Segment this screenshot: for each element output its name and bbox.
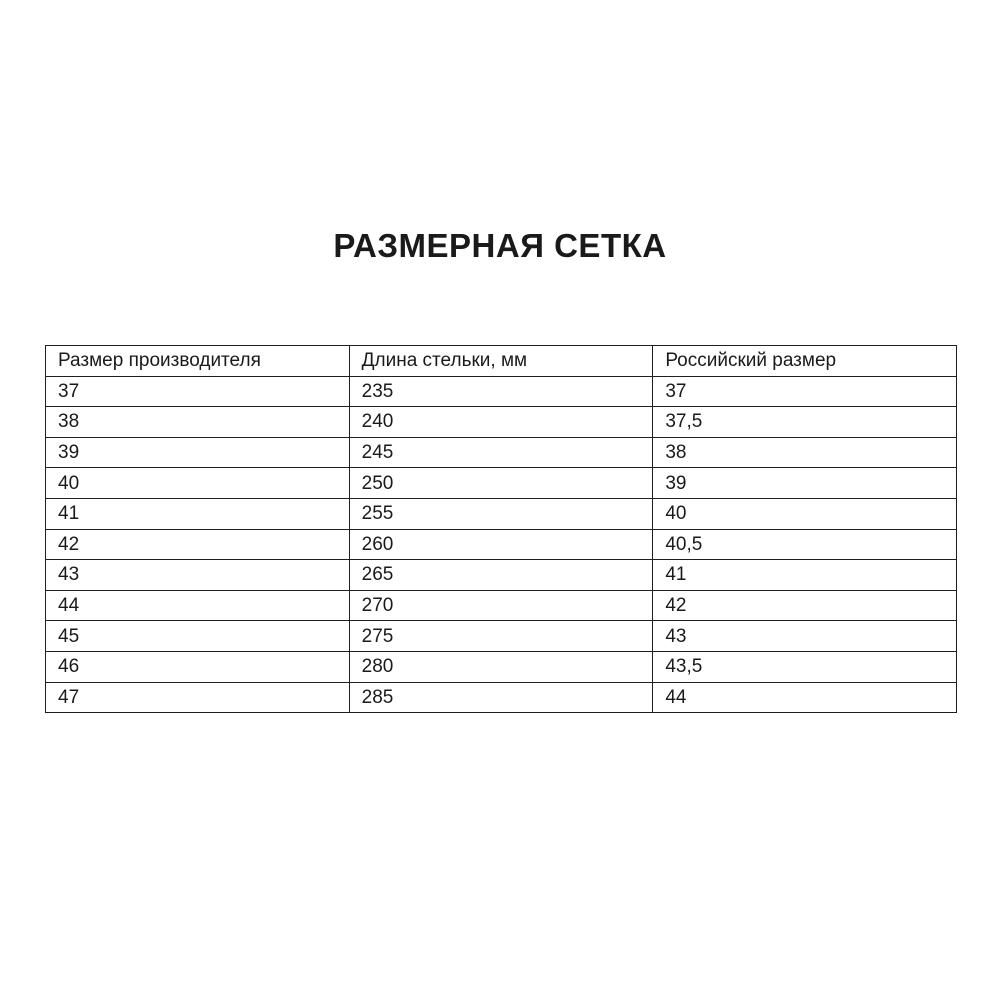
table-cell: 40 [653, 498, 957, 529]
column-header-manufacturer-size: Размер производителя [46, 346, 350, 377]
table-cell: 39 [46, 437, 350, 468]
table-cell: 255 [349, 498, 653, 529]
table-cell: 280 [349, 651, 653, 682]
table-cell: 46 [46, 651, 350, 682]
table-row [46, 407, 957, 438]
table-cell: 37,5 [653, 407, 957, 438]
table-cell: 43 [46, 560, 350, 591]
table-cell: 40,5 [653, 529, 957, 560]
table-row [46, 529, 957, 560]
table-cell: 43 [653, 621, 957, 652]
table-cell: 42 [46, 529, 350, 560]
table-cell: 47 [46, 682, 350, 713]
table-header-row [46, 346, 957, 377]
table-cell: 39 [653, 468, 957, 499]
table-header [46, 346, 957, 377]
table-body [46, 376, 957, 713]
table-cell: 235 [349, 376, 653, 407]
size-table [45, 345, 957, 713]
table-cell: 250 [349, 468, 653, 499]
table-row [46, 682, 957, 713]
table-row [46, 498, 957, 529]
table-cell: 275 [349, 621, 653, 652]
table-row [46, 560, 957, 591]
table-cell: 38 [46, 407, 350, 438]
table-row [46, 468, 957, 499]
table-cell: 44 [653, 682, 957, 713]
table-cell: 285 [349, 682, 653, 713]
table-cell: 37 [46, 376, 350, 407]
table-cell: 44 [46, 590, 350, 621]
table-row [46, 651, 957, 682]
table-cell: 240 [349, 407, 653, 438]
column-header-insole-length: Длина стельки, мм [349, 346, 653, 377]
table-cell: 245 [349, 437, 653, 468]
page-title: РАЗМЕРНАЯ СЕТКА [333, 227, 667, 264]
column-header-russian-size: Российский размер [653, 346, 957, 377]
table-cell: 41 [46, 498, 350, 529]
table-cell: 37 [653, 376, 957, 407]
table-row [46, 437, 957, 468]
table-cell: 270 [349, 590, 653, 621]
table-cell: 40 [46, 468, 350, 499]
table-row [46, 621, 957, 652]
table-cell: 45 [46, 621, 350, 652]
table-row [46, 590, 957, 621]
table-cell: 38 [653, 437, 957, 468]
table-cell: 260 [349, 529, 653, 560]
table-row [46, 376, 957, 407]
table-cell: 42 [653, 590, 957, 621]
table-cell: 41 [653, 560, 957, 591]
table-cell: 43,5 [653, 651, 957, 682]
table-cell: 265 [349, 560, 653, 591]
